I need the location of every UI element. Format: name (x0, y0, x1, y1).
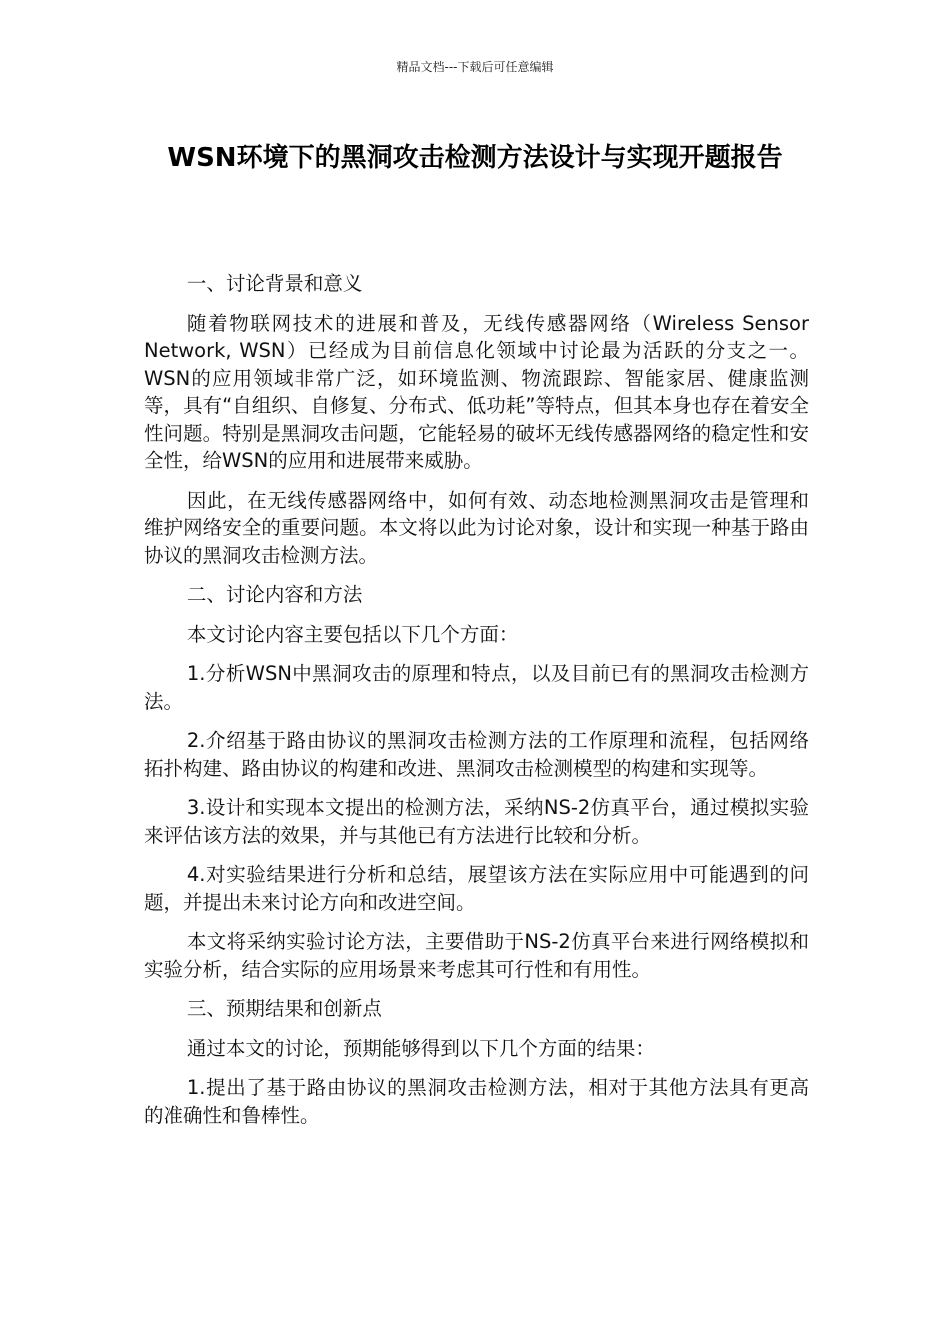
paragraph-content-intro: 本文讨论内容主要包括以下几个方面： (186, 622, 519, 646)
section-heading-content-methods: 二、讨论内容和方法 (186, 583, 363, 606)
header-note: 精品文档---下载后可任意编辑 (396, 60, 554, 74)
list-item-content-1: 1.分析WSN中黑洞攻击的原理和特点，以及目前已有的黑洞攻击检测方法。 (144, 662, 809, 713)
paragraph-background: 随着物联网技术的进展和普及，无线传感器网络（Wireless Sensor Network, WSN）已经成为目前信息化领域中讨论最为活跃的分支之一。WSN的应用领域非常广泛，如环境监测、物流跟踪、智能家居、健康监测等，具有“自组织、自修复、分布式、低功耗”等特点，但其本身也存在着安全性问题。特别是黑洞攻击问题，它能轻易的破坏无线传感器网络的稳定性和安全性，给WSN的应用和进展带来威胁。 (144, 311, 809, 472)
section-heading-expected-results: 三、预期结果和创新点 (186, 997, 382, 1020)
document-body (144, 270, 809, 1141)
paragraph-methods: 本文将采纳实验讨论方法，主要借助于NS-2仿真平台来进行网络模拟和实验分析，结合实际的应用场景来考虑其可行性和有用性。 (144, 930, 809, 981)
list-item-result-1: 1.提出了基于路由协议的黑洞攻击检测方法，相对于其他方法具有更高的准确性和鲁棒性。 (144, 1076, 809, 1127)
list-item-content-4: 4.对实验结果进行分析和总结，展望该方法在实际应用中可能遇到的问题，并提出未来讨论方向和改进空间。 (144, 863, 809, 914)
paragraph-results-intro: 通过本文的讨论，预期能够得到以下几个方面的结果： (186, 1036, 655, 1060)
paragraph-problem: 因此，在无线传感器网络中，如何有效、动态地检测黑洞攻击是管理和维护网络安全的重要问题。本文将以此为讨论对象，设计和实现一种基于路由协议的黑洞攻击检测方法。 (144, 488, 809, 567)
list-item-content-2: 2.介绍基于路由协议的黑洞攻击检测方法的工作原理和流程，包括网络拓扑构建、路由协议的构建和改进、黑洞攻击检测模型的构建和实现等。 (144, 729, 809, 780)
document-title: WSN环境下的黑洞攻击检测方法设计与实现开题报告 (167, 143, 783, 173)
list-item-content-3: 3.设计和实现本文提出的检测方法，采纳NS-2仿真平台，通过模拟实验来评估该方法的效果，并与其他已有方法进行比较和分析。 (144, 796, 809, 847)
section-heading-background: 一、讨论背景和意义 (186, 272, 363, 295)
